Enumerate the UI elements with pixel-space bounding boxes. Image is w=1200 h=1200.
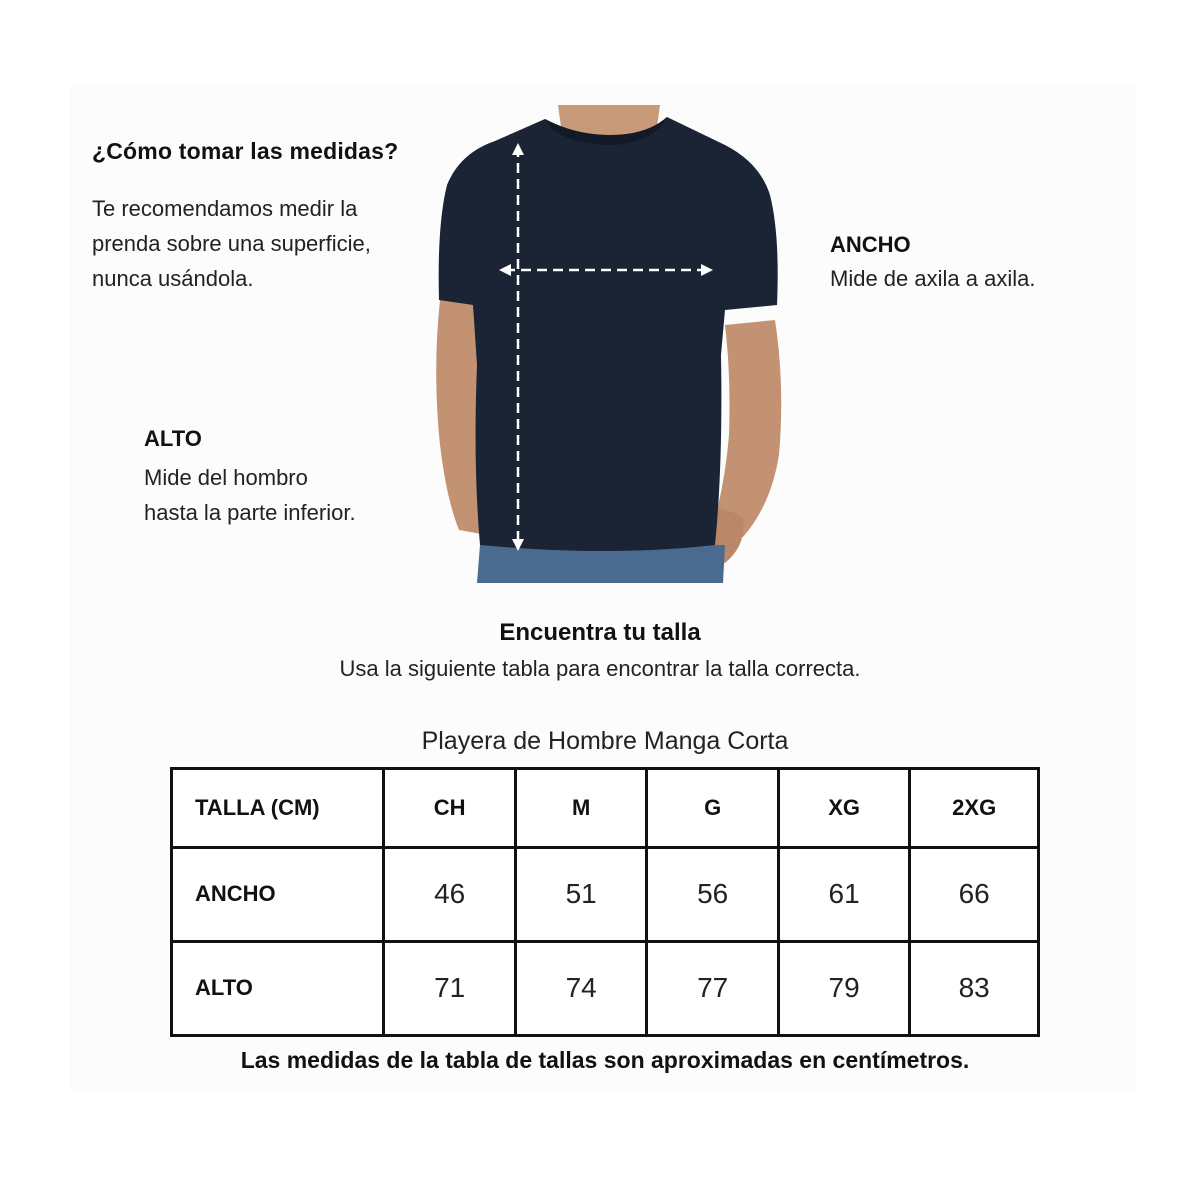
how-to-measure-text — [92, 191, 432, 296]
table-cell: 83 — [910, 941, 1039, 1035]
header-cell: M — [515, 769, 646, 848]
alto-title: ALTO — [144, 426, 202, 451]
size-table-title: Playera de Hombre Manga Corta — [421, 727, 789, 755]
table-cell: 61 — [778, 847, 909, 941]
table-header-row — [172, 769, 1039, 848]
header-cell: XG — [778, 769, 909, 848]
find-size-subtitle: Usa la siguiente tabla para encontrar la talla correcta. — [339, 656, 861, 681]
table-cell: 51 — [515, 847, 646, 941]
alto-line: hasta la parte inferior. — [144, 500, 356, 525]
ancho-title: ANCHO — [830, 232, 911, 257]
find-size-title: Encuentra tu talla — [499, 619, 701, 646]
alto-description — [144, 460, 424, 530]
how-to-line: nunca usándola. — [92, 266, 254, 291]
table-cell: 79 — [778, 941, 909, 1035]
ancho-description: Mide de axila a axila. — [830, 266, 1036, 291]
how-to-measure-title: ¿Cómo tomar las medidas? — [92, 138, 399, 164]
table-cell: 66 — [910, 847, 1039, 941]
size-table — [170, 767, 1040, 1037]
alto-line: Mide del hombro — [144, 465, 308, 490]
table-row — [172, 941, 1039, 1035]
right-arm — [711, 320, 781, 537]
header-cell: CH — [384, 769, 515, 848]
table-row — [172, 847, 1039, 941]
table-cell: 77 — [647, 941, 778, 1035]
row-label: ALTO — [172, 941, 384, 1035]
how-to-line: Te recomendamos medir la — [92, 196, 358, 221]
table-cell: 46 — [384, 847, 515, 941]
table-cell: 74 — [515, 941, 646, 1035]
row-label: ANCHO — [172, 847, 384, 941]
table-cell: 56 — [647, 847, 778, 941]
table-cell: 71 — [384, 941, 515, 1035]
model-tshirt-image — [425, 105, 785, 583]
how-to-line: prenda sobre una superficie, — [92, 231, 371, 256]
footer-note: Las medidas de la tabla de tallas son aproximadas en centímetros. — [240, 1047, 970, 1073]
header-cell: 2XG — [910, 769, 1039, 848]
header-cell: TALLA (CM) — [172, 769, 384, 848]
header-cell: G — [647, 769, 778, 848]
